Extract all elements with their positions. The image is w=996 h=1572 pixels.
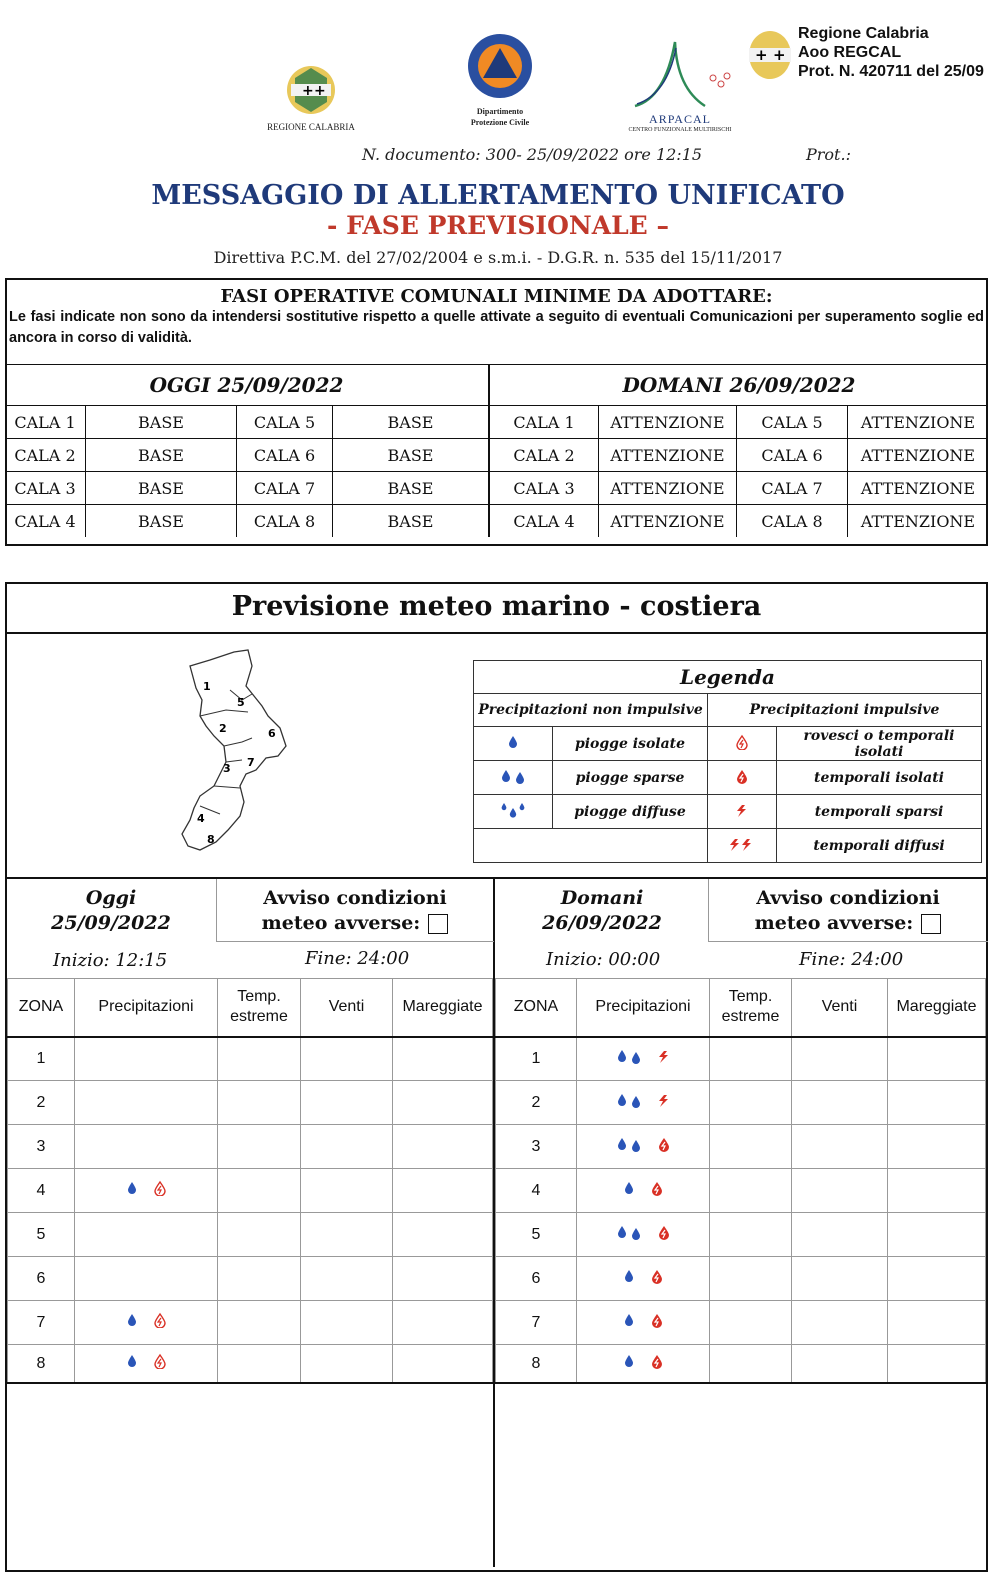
zone-temp xyxy=(710,1081,792,1125)
svg-text:+: + xyxy=(773,46,786,64)
zone-number: 3 xyxy=(8,1125,75,1169)
zone-mareggiate xyxy=(888,1257,986,1301)
divider xyxy=(5,632,988,634)
zone-row xyxy=(496,1037,986,1081)
rain-isolate-icon xyxy=(124,1353,140,1374)
zone-venti xyxy=(792,1037,888,1081)
zone-temp xyxy=(218,1213,301,1257)
cala-name: CALA 7 xyxy=(237,472,333,505)
rain-isolated-icon xyxy=(505,738,521,754)
col-precipitazioni: Precipitazioni xyxy=(577,979,710,1037)
zone-precipitation xyxy=(75,1125,218,1169)
rain-isolate-icon xyxy=(621,1268,637,1289)
meteo-title: Previsione meteo marino - costiera xyxy=(231,591,762,622)
zone-temp xyxy=(710,1125,792,1169)
zone-temp xyxy=(218,1081,301,1125)
zone-temp xyxy=(710,1169,792,1213)
cala-phase: BASE xyxy=(86,472,237,505)
cala-phase: ATTENZIONE xyxy=(848,406,989,439)
map-label-6: 6 xyxy=(268,727,276,740)
cala-name: CALA 2 xyxy=(489,439,599,472)
cala-phase: BASE xyxy=(86,439,237,472)
zone-temp xyxy=(218,1169,301,1213)
legend-piogge-isolate: piogge isolate xyxy=(553,727,708,761)
divider xyxy=(5,877,988,879)
rain-isolate-icon xyxy=(621,1180,637,1201)
zone-number: 1 xyxy=(8,1037,75,1081)
zone-venti xyxy=(792,1125,888,1169)
zone-mareggiate xyxy=(888,1037,986,1081)
cala-name: CALA 1 xyxy=(5,406,86,439)
zone-venti xyxy=(301,1037,393,1081)
zone-number: 8 xyxy=(496,1345,577,1383)
logo3-caption-2: CENTRO FUNZIONALE MULTIRISCHI xyxy=(628,127,732,133)
legend-piogge-sparse: piogge sparse xyxy=(553,761,708,795)
zone-precipitation xyxy=(577,1125,710,1169)
zone-temp xyxy=(710,1037,792,1081)
tomorrow-fine: Fine: 24:00 xyxy=(799,949,904,970)
today-zone-table xyxy=(7,978,493,1383)
divider xyxy=(708,941,988,942)
zone-precipitation xyxy=(75,1081,218,1125)
today-inizio: Inizio: 12:15 xyxy=(53,950,168,971)
rovesci-isolati-icon xyxy=(152,1180,168,1201)
zone-number: 2 xyxy=(496,1081,577,1125)
tomorrow-date: 26/09/2022 xyxy=(542,912,662,934)
legend-empty-cell xyxy=(474,829,708,863)
zone-temp xyxy=(710,1257,792,1301)
rain-sparse-icon xyxy=(498,772,528,788)
col-mareggiate: Mareggiate xyxy=(888,979,986,1037)
zone-precipitation xyxy=(75,1169,218,1213)
map-label-4: 4 xyxy=(197,812,205,825)
cala-row xyxy=(5,505,988,538)
fasi-note: Le fasi indicate non sono da intendersi sostitutive rispetto a quelle attivate a seguito di eventuali Comunicazioni per superamento soglie ed ancora in corso di validità. xyxy=(9,309,984,346)
arpacal-icon xyxy=(615,38,745,108)
map-label-8: 8 xyxy=(207,833,215,846)
zone-venti xyxy=(301,1345,393,1383)
cala-phase: ATTENZIONE xyxy=(599,472,737,505)
temporali-isolati-icon xyxy=(649,1353,665,1374)
today-label: Oggi xyxy=(85,887,137,909)
zone-venti xyxy=(301,1257,393,1301)
cala-name: CALA 6 xyxy=(237,439,333,472)
zone-precipitation xyxy=(75,1301,218,1345)
zone-temp xyxy=(218,1345,301,1383)
tomorrow-avviso-line1: Avviso condizioni xyxy=(756,887,940,909)
zone-venti xyxy=(301,1213,393,1257)
col-temp-line2: estreme xyxy=(721,1008,780,1026)
logo-protezione-civile xyxy=(455,32,545,128)
zone-number: 8 xyxy=(8,1345,75,1383)
zone-precipitation xyxy=(577,1081,710,1125)
tomorrow-avviso xyxy=(709,886,987,936)
regione-crest-icon xyxy=(255,62,367,118)
zone-temp xyxy=(710,1213,792,1257)
today-header: OGGI 25/09/2022 xyxy=(5,365,489,406)
page-subtitle: - FASE PREVISIONALE – xyxy=(327,211,669,240)
cala-phase: ATTENZIONE xyxy=(848,472,989,505)
tomorrow-avviso-line2: meteo avverse: xyxy=(754,912,914,934)
col-temp-estreme xyxy=(710,979,792,1037)
cala-name: CALA 3 xyxy=(489,472,599,505)
zone-mareggiate xyxy=(393,1037,493,1081)
zone-venti xyxy=(792,1257,888,1301)
zone-precipitation xyxy=(75,1345,218,1383)
zone-venti xyxy=(792,1169,888,1213)
legend-temporali-diffusi: temporali diffusi xyxy=(777,829,982,863)
col-temp-line2: estreme xyxy=(230,1008,288,1026)
zone-row xyxy=(496,1213,986,1257)
rain-sparse-icon xyxy=(614,1092,644,1113)
showers-isolated-icon xyxy=(734,738,750,754)
cala-phase: BASE xyxy=(333,439,490,472)
zone-row xyxy=(8,1257,493,1301)
zone-row xyxy=(496,1345,986,1383)
zone-precipitation xyxy=(577,1345,710,1383)
col-mareggiate: Mareggiate xyxy=(393,979,493,1037)
cala-phase: BASE xyxy=(333,406,490,439)
calabria-zones-map xyxy=(170,646,300,858)
zone-precipitation xyxy=(577,1169,710,1213)
cala-phase: ATTENZIONE xyxy=(599,406,737,439)
col-zona: ZONA xyxy=(8,979,75,1037)
rovesci-isolati-icon xyxy=(152,1312,168,1333)
cala-row xyxy=(5,439,988,472)
cala-name: CALA 8 xyxy=(737,505,848,538)
rain-sparse-icon xyxy=(614,1224,644,1245)
zone-row xyxy=(8,1213,493,1257)
svg-text:+: + xyxy=(302,83,314,99)
zone-temp xyxy=(218,1125,301,1169)
cala-phase: ATTENZIONE xyxy=(599,439,737,472)
zone-mareggiate xyxy=(393,1301,493,1345)
zone-temp xyxy=(218,1301,301,1345)
cala-name: CALA 4 xyxy=(489,505,599,538)
col-venti: Venti xyxy=(301,979,393,1037)
cala-name: CALA 4 xyxy=(5,505,86,538)
zone-venti xyxy=(792,1301,888,1345)
zone-mareggiate xyxy=(393,1125,493,1169)
legend-title: Legenda xyxy=(474,661,982,694)
zone-venti xyxy=(792,1081,888,1125)
rain-diffuse-icon xyxy=(498,807,528,823)
protezione-civile-icon xyxy=(455,32,545,102)
zone-row xyxy=(8,1125,493,1169)
legend-icon-cell xyxy=(708,761,777,795)
svg-text:+: + xyxy=(755,46,768,64)
legend-rovesci-isolati: rovesci o temporali isolati xyxy=(777,727,982,761)
today-avviso-checkbox[interactable] xyxy=(428,914,448,934)
legend-piogge-diffuse: piogge diffuse xyxy=(553,795,708,829)
today-date: 25/09/2022 xyxy=(51,912,171,934)
zone-number: 5 xyxy=(8,1213,75,1257)
zone-mareggiate xyxy=(888,1169,986,1213)
col-zona: ZONA xyxy=(496,979,577,1037)
zone-number: 4 xyxy=(496,1169,577,1213)
cala-phase: ATTENZIONE xyxy=(599,505,737,538)
prot-label: Prot.: xyxy=(806,145,851,164)
logo2-caption-2: Protezione Civile xyxy=(470,118,530,127)
rovesci-isolati-icon xyxy=(152,1353,168,1374)
logo3-caption-1: ARPACAL xyxy=(649,112,711,126)
col-venti: Venti xyxy=(792,979,888,1037)
zone-temp xyxy=(710,1301,792,1345)
divider xyxy=(5,1382,988,1384)
tomorrow-heading xyxy=(497,886,707,936)
legend-temporali-sparsi: temporali sparsi xyxy=(777,795,982,829)
zone-row xyxy=(496,1125,986,1169)
zone-mareggiate xyxy=(393,1213,493,1257)
zone-temp xyxy=(218,1037,301,1081)
zone-row xyxy=(496,1301,986,1345)
tomorrow-inizio: Inizio: 00:00 xyxy=(546,949,661,970)
zone-venti xyxy=(792,1213,888,1257)
col-temp-estreme xyxy=(218,979,301,1037)
zone-mareggiate xyxy=(393,1345,493,1383)
zone-precipitation xyxy=(75,1257,218,1301)
zone-number: 3 xyxy=(496,1125,577,1169)
zone-venti xyxy=(301,1301,393,1345)
cala-name: CALA 5 xyxy=(237,406,333,439)
temporali-isolati-icon xyxy=(649,1268,665,1289)
legend-col-non-impulsive: Precipitazioni non impulsive xyxy=(474,694,708,727)
today-fine: Fine: 24:00 xyxy=(305,948,410,969)
rain-isolate-icon xyxy=(124,1180,140,1201)
document-number: N. documento: 300- 25/09/2022 ore 12:15 xyxy=(362,145,703,164)
zone-row xyxy=(8,1301,493,1345)
zone-mareggiate xyxy=(393,1081,493,1125)
cala-phase: ATTENZIONE xyxy=(848,439,989,472)
zone-precipitation xyxy=(75,1037,218,1081)
zone-row xyxy=(8,1169,493,1213)
legend-temporali-isolati: temporali isolati xyxy=(777,761,982,795)
map-label-7: 7 xyxy=(247,756,255,769)
zone-number: 2 xyxy=(8,1081,75,1125)
col-temp-line1: Temp. xyxy=(237,988,281,1006)
temporali-isolati-icon xyxy=(649,1312,665,1333)
zone-precipitation xyxy=(577,1257,710,1301)
today-avviso-line1: Avviso condizioni xyxy=(263,887,447,909)
tomorrow-label: Domani xyxy=(560,887,644,909)
zone-precipitation xyxy=(577,1037,710,1081)
zone-precipitation xyxy=(577,1301,710,1345)
direttiva-line: Direttiva P.C.M. del 27/02/2004 e s.m.i. - D.G.R. n. 535 del 15/11/2017 xyxy=(213,248,783,267)
map-label-5: 5 xyxy=(237,696,245,709)
zone-precipitation xyxy=(75,1213,218,1257)
storms-widespread-icon xyxy=(728,840,756,856)
cala-phase: BASE xyxy=(86,406,237,439)
protocol-stamp xyxy=(798,24,984,81)
storms-isolated-icon xyxy=(734,772,750,788)
cala-name: CALA 7 xyxy=(737,472,848,505)
rain-isolate-icon xyxy=(621,1353,637,1374)
zone-row xyxy=(496,1257,986,1301)
cala-name: CALA 5 xyxy=(737,406,848,439)
zone-venti xyxy=(301,1081,393,1125)
temporali-sparsi-icon xyxy=(656,1092,672,1113)
rain-isolate-icon xyxy=(621,1312,637,1333)
legend-icon-cell xyxy=(708,829,777,863)
map-label-3: 3 xyxy=(223,762,231,775)
tomorrow-zone-table xyxy=(495,978,986,1383)
legend-icon-cell xyxy=(474,795,553,829)
tomorrow-header: DOMANI 26/09/2022 xyxy=(489,365,988,406)
zone-temp xyxy=(710,1345,792,1383)
cala-name: CALA 1 xyxy=(489,406,599,439)
zone-row xyxy=(8,1345,493,1383)
fasi-table xyxy=(5,364,988,537)
zone-number: 6 xyxy=(8,1257,75,1301)
fasi-operative-box xyxy=(5,278,988,546)
legend-icon-cell xyxy=(474,761,553,795)
map-label-1: 1 xyxy=(203,680,211,693)
cala-name: CALA 8 xyxy=(237,505,333,538)
zone-number: 7 xyxy=(8,1301,75,1345)
today-avviso-line2: meteo avverse: xyxy=(261,912,421,934)
legend-icon-cell xyxy=(708,795,777,829)
map-label-2: 2 xyxy=(219,722,227,735)
cala-row xyxy=(5,472,988,505)
stamp-line-1: Regione Calabria xyxy=(798,25,929,42)
today-heading xyxy=(7,886,215,936)
zone-row xyxy=(496,1081,986,1125)
zone-row xyxy=(496,1169,986,1213)
col-temp-line1: Temp. xyxy=(728,988,773,1006)
temporali-sparsi-icon xyxy=(656,1048,672,1069)
temporali-isolati-icon xyxy=(656,1224,672,1245)
zone-number: 6 xyxy=(496,1257,577,1301)
rain-sparse-icon xyxy=(614,1136,644,1157)
legend-icon-cell xyxy=(474,727,553,761)
zone-venti xyxy=(792,1345,888,1383)
temporali-isolati-icon xyxy=(649,1180,665,1201)
zone-mareggiate xyxy=(888,1081,986,1125)
zone-precipitation xyxy=(577,1213,710,1257)
zone-row xyxy=(8,1081,493,1125)
svg-text:+: + xyxy=(314,83,326,99)
today-avviso xyxy=(217,886,493,936)
cala-name: CALA 3 xyxy=(5,472,86,505)
logo-regione-calabria xyxy=(255,62,367,134)
zone-number: 5 xyxy=(496,1213,577,1257)
cala-phase: ATTENZIONE xyxy=(848,505,989,538)
page-title: MESSAGGIO DI ALLERTAMENTO UNIFICATO xyxy=(151,180,845,211)
legend-col-impulsive: Precipitazioni impulsive xyxy=(708,694,982,727)
stamp-line-2: Aoo REGCAL xyxy=(798,44,902,61)
zone-venti xyxy=(301,1125,393,1169)
stamp-line-3: Prot. N. 420711 del 25/09 xyxy=(798,63,984,80)
logo1-caption: REGIONE CALABRIA xyxy=(267,122,355,132)
cala-name: CALA 2 xyxy=(5,439,86,472)
zone-mareggiate xyxy=(888,1213,986,1257)
zone-mareggiate xyxy=(888,1301,986,1345)
cala-phase: BASE xyxy=(86,505,237,538)
storms-scattered-icon xyxy=(734,806,750,822)
col-precipitazioni: Precipitazioni xyxy=(75,979,218,1037)
zone-temp xyxy=(218,1257,301,1301)
zone-venti xyxy=(301,1169,393,1213)
cala-row xyxy=(5,406,988,439)
cala-phase: BASE xyxy=(333,505,490,538)
rain-sparse-icon xyxy=(614,1048,644,1069)
cala-name: CALA 6 xyxy=(737,439,848,472)
temporali-isolati-icon xyxy=(656,1136,672,1157)
cala-phase: BASE xyxy=(333,472,490,505)
stamp-crest-icon xyxy=(745,28,795,82)
logo-arpacal xyxy=(615,38,745,133)
divider xyxy=(216,941,494,942)
zone-number: 7 xyxy=(496,1301,577,1345)
fasi-title: FASI OPERATIVE COMUNALI MINIME DA ADOTTARE: xyxy=(220,286,773,307)
zone-mareggiate xyxy=(393,1169,493,1213)
legend-icon-cell xyxy=(708,727,777,761)
zone-mareggiate xyxy=(393,1257,493,1301)
zone-mareggiate xyxy=(888,1125,986,1169)
zone-number: 4 xyxy=(8,1169,75,1213)
zone-mareggiate xyxy=(888,1345,986,1383)
legend-table xyxy=(473,660,982,863)
zone-number: 1 xyxy=(496,1037,577,1081)
zone-row xyxy=(8,1037,493,1081)
rain-isolate-icon xyxy=(124,1312,140,1333)
logo2-caption-1: Dipartimento xyxy=(476,107,524,116)
tomorrow-avviso-checkbox[interactable] xyxy=(921,914,941,934)
